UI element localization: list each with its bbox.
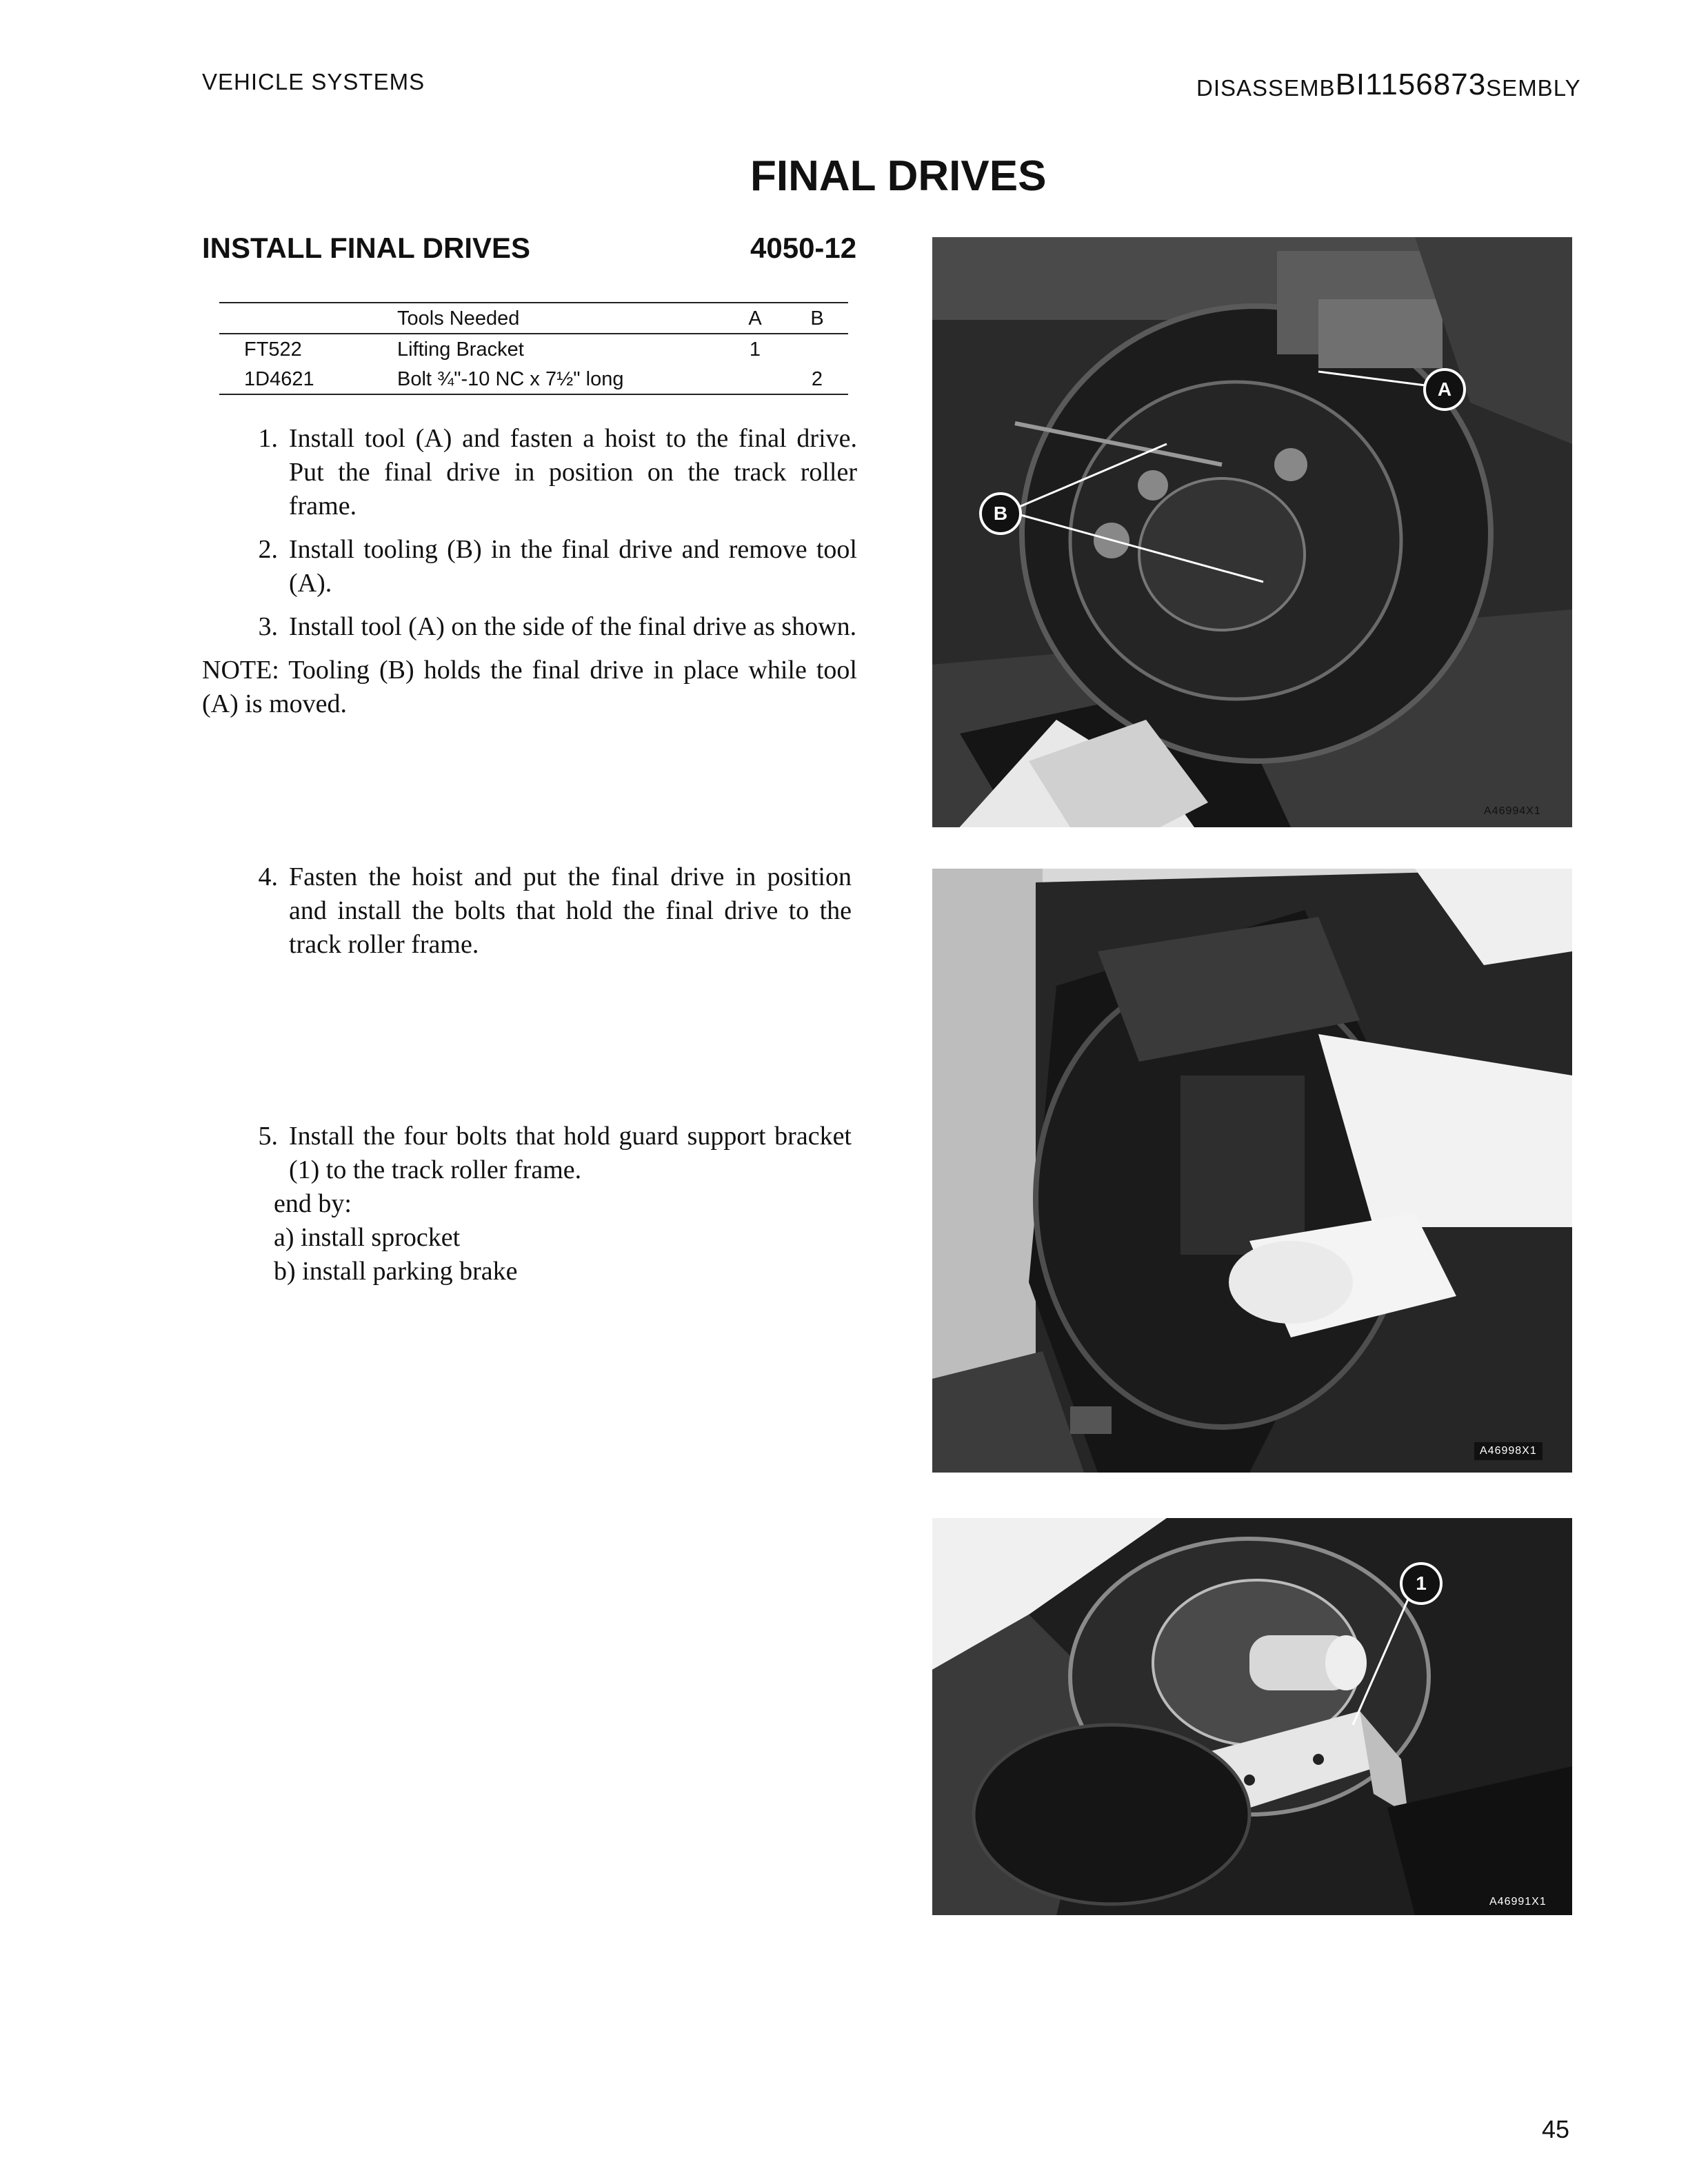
callout-a: A bbox=[1423, 368, 1466, 411]
procedure-step bbox=[202, 860, 852, 962]
quantity-a bbox=[724, 364, 786, 394]
callout-1: 1 bbox=[1400, 1562, 1443, 1605]
tool-description: Bolt ¾"-10 NC x 7½" long bbox=[397, 368, 624, 390]
procedure-step bbox=[202, 1120, 852, 1187]
section-title: INSTALL FINAL DRIVES bbox=[202, 232, 531, 264]
step-text: Install tool (A) and fasten a hoist to the final drive. Put the final drive in position on the track roller frame. bbox=[289, 424, 857, 520]
step-number: 2. bbox=[258, 535, 278, 564]
table-header-cell: A bbox=[748, 307, 762, 330]
running-header-left: VEHICLE SYSTEMS bbox=[202, 69, 425, 94]
tool-description: Lifting Bracket bbox=[397, 338, 524, 361]
end-by-item: a) install sprocket bbox=[274, 1223, 461, 1252]
part-number: FT522 bbox=[244, 338, 302, 361]
table-header-row bbox=[219, 303, 848, 334]
procedure-step-5 bbox=[202, 1120, 852, 1288]
header-right-suffix: SEMBLY bbox=[1486, 75, 1581, 101]
step-number: 3. bbox=[258, 612, 278, 641]
guard-bracket-photo-illustration bbox=[932, 1518, 1572, 1915]
step-text: Install the four bolts that hold guard support bracket (1) to the track roller frame. bbox=[289, 1122, 852, 1184]
figure-final-drive-bolts bbox=[932, 869, 1572, 1473]
table-row bbox=[219, 334, 848, 364]
step-number: 4. bbox=[258, 862, 278, 891]
figure-guard-support-bracket bbox=[932, 1518, 1572, 1915]
page-title: FINAL DRIVES bbox=[750, 152, 1047, 200]
section-code: 4050-12 bbox=[750, 232, 857, 264]
figure-reference: A46998X1 bbox=[1474, 1442, 1543, 1460]
step-text: Install tool (A) on the side of the final drive as shown. bbox=[289, 612, 857, 641]
callout-b: B bbox=[979, 492, 1022, 535]
final-drive-bolts-photo-illustration bbox=[932, 869, 1572, 1473]
table-header-cell: Tools Needed bbox=[397, 307, 520, 330]
table-row bbox=[219, 364, 848, 394]
quantity-a: 1 bbox=[749, 338, 761, 361]
step-number: 5. bbox=[258, 1122, 278, 1151]
table-header-cell: B bbox=[810, 307, 824, 330]
page-number: 45 bbox=[1542, 2115, 1570, 2143]
quantity-b: 2 bbox=[811, 368, 823, 390]
figure-reference: A46991X1 bbox=[1489, 1896, 1547, 1908]
header-right-prefix: DISASSEMB bbox=[1196, 75, 1336, 101]
quantity-b bbox=[786, 334, 848, 364]
figure-final-drive-hoist bbox=[932, 237, 1572, 827]
final-drive-photo-illustration bbox=[932, 237, 1572, 827]
procedure-step bbox=[202, 422, 857, 523]
part-number: 1D4621 bbox=[244, 368, 314, 390]
tools-needed-table bbox=[219, 302, 848, 395]
end-by-label: end by: bbox=[274, 1189, 352, 1218]
figure-reference: A46994X1 bbox=[1484, 805, 1541, 817]
running-header-right bbox=[1196, 69, 1581, 103]
procedure-step-4 bbox=[202, 860, 852, 971]
step-number: 1. bbox=[258, 424, 278, 453]
table-header-cell bbox=[219, 303, 397, 334]
procedure-steps bbox=[202, 422, 857, 721]
step-text: Fasten the hoist and put the final drive in position and install the bolts that hold the final drive to the track roller frame. bbox=[289, 862, 852, 959]
step-text: Install tooling (B) in the final drive and remove tool (A). bbox=[289, 535, 857, 598]
procedure-step bbox=[202, 610, 857, 644]
document-stamp: BI1156873 bbox=[1335, 68, 1487, 101]
procedure-step bbox=[202, 533, 857, 600]
end-by-item: b) install parking brake bbox=[274, 1257, 518, 1286]
procedure-note: NOTE: Tooling (B) holds the final drive in place while tool (A) is moved. bbox=[202, 656, 857, 718]
